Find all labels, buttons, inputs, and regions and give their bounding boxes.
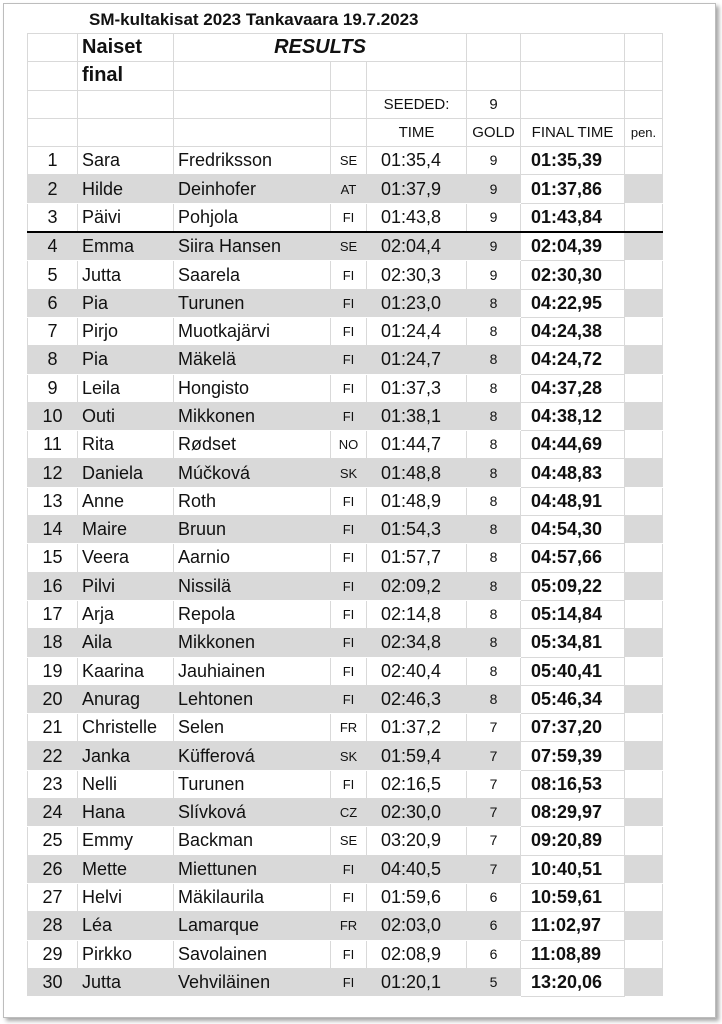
gold-cell: 8	[467, 685, 521, 713]
table-row	[28, 459, 663, 487]
table-row	[28, 544, 663, 572]
table-row	[28, 742, 663, 770]
final-time-cell: 04:24,72	[521, 346, 625, 374]
final-time-cell: 04:38,12	[521, 402, 625, 430]
table-row	[28, 261, 663, 289]
pen-cell	[625, 883, 663, 911]
position-cell: 14	[28, 516, 78, 544]
table-row	[28, 516, 663, 544]
time-cell: 01:44,7	[367, 431, 467, 459]
final-time-cell: 04:48,83	[521, 459, 625, 487]
country-cell: FI	[331, 657, 367, 685]
country-cell: FI	[331, 685, 367, 713]
last-name-cell: Nissilä	[174, 572, 331, 600]
table-row	[28, 346, 663, 374]
position-cell: 2	[28, 175, 78, 203]
last-name-cell: Miettunen	[174, 855, 331, 883]
final-time-cell: 05:34,81	[521, 629, 625, 657]
pen-cell	[625, 487, 663, 515]
position-cell: 7	[28, 317, 78, 345]
sheet-title: SM-kultakisat 2023 Tankavaara 19.7.2023	[89, 10, 419, 29]
last-name-cell: Deinhofer	[174, 175, 331, 203]
time-cell: 01:48,8	[367, 459, 467, 487]
position-cell: 20	[28, 685, 78, 713]
header-row-3	[28, 90, 663, 118]
table-row	[28, 487, 663, 515]
position-cell: 6	[28, 289, 78, 317]
first-name-cell: Mette	[78, 855, 174, 883]
time-cell: 03:20,9	[367, 827, 467, 855]
position-cell: 4	[28, 232, 78, 261]
country-cell: FI	[331, 203, 367, 232]
last-name-cell: Lehtonen	[174, 685, 331, 713]
position-cell: 27	[28, 883, 78, 911]
gold-cell: 6	[467, 940, 521, 968]
country-cell: FR	[331, 714, 367, 742]
final-time-cell: 04:57,66	[521, 544, 625, 572]
country-cell: FI	[331, 629, 367, 657]
final-time-cell: 08:29,97	[521, 799, 625, 827]
table-row	[28, 203, 663, 232]
col-final-time-header: FINAL TIME	[521, 118, 625, 146]
last-name-cell: Selen	[174, 714, 331, 742]
gold-cell: 9	[467, 232, 521, 261]
pen-cell	[625, 657, 663, 685]
position-cell: 21	[28, 714, 78, 742]
col-time-header: TIME	[367, 118, 467, 146]
last-name-cell: Aarnio	[174, 544, 331, 572]
table-row	[28, 685, 663, 713]
first-name-cell: Aila	[78, 629, 174, 657]
pen-cell	[625, 261, 663, 289]
last-name-cell: Múčková	[174, 459, 331, 487]
pen-cell	[625, 203, 663, 232]
country-cell: SK	[331, 742, 367, 770]
table-row	[28, 714, 663, 742]
last-name-cell: Rødset	[174, 431, 331, 459]
time-cell: 01:24,7	[367, 346, 467, 374]
pen-cell	[625, 968, 663, 996]
category-line-1: Naiset	[78, 34, 174, 62]
country-cell: FI	[331, 968, 367, 996]
position-cell: 24	[28, 799, 78, 827]
time-cell: 02:40,4	[367, 657, 467, 685]
pen-cell	[625, 855, 663, 883]
table-row	[28, 855, 663, 883]
country-cell: FI	[331, 600, 367, 628]
position-cell: 19	[28, 657, 78, 685]
first-name-cell: Léa	[78, 912, 174, 940]
first-name-cell: Jutta	[78, 261, 174, 289]
gold-cell: 7	[467, 770, 521, 798]
last-name-cell: Roth	[174, 487, 331, 515]
final-time-cell: 04:24,38	[521, 317, 625, 345]
country-cell: FI	[331, 317, 367, 345]
last-name-cell: Slívková	[174, 799, 331, 827]
gold-cell: 6	[467, 912, 521, 940]
category-line-2: final	[78, 62, 174, 90]
time-cell: 02:14,8	[367, 600, 467, 628]
final-time-cell: 10:40,51	[521, 855, 625, 883]
first-name-cell: Hilde	[78, 175, 174, 203]
table-row	[28, 402, 663, 430]
position-cell: 18	[28, 629, 78, 657]
first-name-cell: Nelli	[78, 770, 174, 798]
first-name-cell: Hana	[78, 799, 174, 827]
results-sheet	[3, 3, 716, 1018]
first-name-cell: Pia	[78, 346, 174, 374]
table-row	[28, 232, 663, 261]
country-cell: FI	[331, 883, 367, 911]
first-name-cell: Rita	[78, 431, 174, 459]
last-name-cell: Vehviläinen	[174, 968, 331, 996]
final-time-cell: 05:09,22	[521, 572, 625, 600]
first-name-cell: Pia	[78, 289, 174, 317]
seeded-value: 9	[467, 90, 521, 118]
position-cell: 17	[28, 600, 78, 628]
time-cell: 02:34,8	[367, 629, 467, 657]
gold-cell: 8	[467, 516, 521, 544]
last-name-cell: Lamarque	[174, 912, 331, 940]
country-cell: FI	[331, 770, 367, 798]
gold-cell: 8	[467, 600, 521, 628]
last-name-cell: Saarela	[174, 261, 331, 289]
final-time-cell: 08:16,53	[521, 770, 625, 798]
last-name-cell: Repola	[174, 600, 331, 628]
last-name-cell: Siira Hansen	[174, 232, 331, 261]
last-name-cell: Jauhiainen	[174, 657, 331, 685]
time-cell: 02:09,2	[367, 572, 467, 600]
pen-cell	[625, 459, 663, 487]
final-time-cell: 05:14,84	[521, 600, 625, 628]
first-name-cell: Anurag	[78, 685, 174, 713]
country-cell: FI	[331, 346, 367, 374]
first-name-cell: Emmy	[78, 827, 174, 855]
final-time-cell: 04:48,91	[521, 487, 625, 515]
pen-cell	[625, 431, 663, 459]
table-row	[28, 912, 663, 940]
position-cell: 15	[28, 544, 78, 572]
col-gold-header: GOLD	[467, 118, 521, 146]
final-time-cell: 11:02,97	[521, 912, 625, 940]
table-row	[28, 431, 663, 459]
header-row-1	[28, 34, 663, 62]
table-row	[28, 827, 663, 855]
position-cell: 22	[28, 742, 78, 770]
time-cell: 02:46,3	[367, 685, 467, 713]
gold-cell: 8	[467, 289, 521, 317]
time-cell: 01:59,6	[367, 883, 467, 911]
final-time-cell: 11:08,89	[521, 940, 625, 968]
pen-cell	[625, 317, 663, 345]
final-time-cell: 05:46,34	[521, 685, 625, 713]
gold-cell: 9	[467, 261, 521, 289]
country-cell: FI	[331, 374, 367, 402]
final-time-cell: 01:43,84	[521, 203, 625, 232]
last-name-cell: Mikkonen	[174, 629, 331, 657]
final-time-cell: 07:37,20	[521, 714, 625, 742]
first-name-cell: Anne	[78, 487, 174, 515]
gold-cell: 7	[467, 742, 521, 770]
gold-cell: 6	[467, 883, 521, 911]
last-name-cell: Küfferová	[174, 742, 331, 770]
time-cell: 01:37,3	[367, 374, 467, 402]
position-cell: 8	[28, 346, 78, 374]
pen-cell	[625, 742, 663, 770]
gold-cell: 9	[467, 203, 521, 232]
pen-cell	[625, 714, 663, 742]
pen-cell	[625, 175, 663, 203]
first-name-cell: Jutta	[78, 968, 174, 996]
first-name-cell: Janka	[78, 742, 174, 770]
time-cell: 02:16,5	[367, 770, 467, 798]
gold-cell: 8	[467, 544, 521, 572]
pen-cell	[625, 940, 663, 968]
gold-cell: 8	[467, 629, 521, 657]
first-name-cell: Christelle	[78, 714, 174, 742]
country-cell: SK	[331, 459, 367, 487]
final-time-cell: 01:35,39	[521, 147, 625, 175]
pen-cell	[625, 572, 663, 600]
position-cell: 10	[28, 402, 78, 430]
gold-cell: 7	[467, 799, 521, 827]
first-name-cell: Leila	[78, 374, 174, 402]
country-cell: FI	[331, 487, 367, 515]
time-cell: 02:30,0	[367, 799, 467, 827]
table-row	[28, 968, 663, 996]
pen-cell	[625, 827, 663, 855]
position-cell: 29	[28, 940, 78, 968]
table-row	[28, 799, 663, 827]
country-cell: FI	[331, 544, 367, 572]
final-time-cell: 04:44,69	[521, 431, 625, 459]
time-cell: 01:57,7	[367, 544, 467, 572]
first-name-cell: Sara	[78, 147, 174, 175]
time-cell: 01:48,9	[367, 487, 467, 515]
time-cell: 01:37,2	[367, 714, 467, 742]
position-cell: 3	[28, 203, 78, 232]
first-name-cell: Päivi	[78, 203, 174, 232]
last-name-cell: Turunen	[174, 770, 331, 798]
final-time-cell: 13:20,06	[521, 968, 625, 996]
time-cell: 01:43,8	[367, 203, 467, 232]
position-cell: 26	[28, 855, 78, 883]
time-cell: 02:03,0	[367, 912, 467, 940]
time-cell: 01:59,4	[367, 742, 467, 770]
position-cell: 12	[28, 459, 78, 487]
time-cell: 02:04,4	[367, 232, 467, 261]
table-row	[28, 317, 663, 345]
country-cell: FI	[331, 516, 367, 544]
first-name-cell: Maire	[78, 516, 174, 544]
final-time-cell: 09:20,89	[521, 827, 625, 855]
time-cell: 01:38,1	[367, 402, 467, 430]
gold-cell: 8	[467, 374, 521, 402]
final-time-cell: 01:37,86	[521, 175, 625, 203]
pen-cell	[625, 799, 663, 827]
pen-cell	[625, 516, 663, 544]
time-cell: 01:37,9	[367, 175, 467, 203]
last-name-cell: Bruun	[174, 516, 331, 544]
last-name-cell: Pohjola	[174, 203, 331, 232]
gold-cell: 7	[467, 714, 521, 742]
pen-cell	[625, 232, 663, 261]
table-row	[28, 770, 663, 798]
time-cell: 01:35,4	[367, 147, 467, 175]
pen-cell	[625, 629, 663, 657]
final-time-cell: 05:40,41	[521, 657, 625, 685]
country-cell: FI	[331, 402, 367, 430]
seeded-label: SEEDED:	[367, 90, 467, 118]
gold-cell: 8	[467, 346, 521, 374]
position-cell: 5	[28, 261, 78, 289]
position-cell: 11	[28, 431, 78, 459]
gold-cell: 8	[467, 572, 521, 600]
results-body	[28, 34, 663, 997]
position-cell: 30	[28, 968, 78, 996]
country-cell: AT	[331, 175, 367, 203]
last-name-cell: Muotkajärvi	[174, 317, 331, 345]
position-cell: 13	[28, 487, 78, 515]
header-row-4	[28, 118, 663, 146]
table-row	[28, 940, 663, 968]
pen-cell	[625, 600, 663, 628]
table-row	[28, 600, 663, 628]
time-cell: 02:30,3	[367, 261, 467, 289]
results-label: RESULTS	[174, 34, 467, 62]
last-name-cell: Backman	[174, 827, 331, 855]
pen-cell	[625, 402, 663, 430]
country-cell: SE	[331, 232, 367, 261]
gold-cell: 8	[467, 431, 521, 459]
pen-cell	[625, 147, 663, 175]
country-cell: FI	[331, 572, 367, 600]
first-name-cell: Daniela	[78, 459, 174, 487]
gold-cell: 9	[467, 175, 521, 203]
table-row	[28, 572, 663, 600]
gold-cell: 8	[467, 657, 521, 685]
time-cell: 02:08,9	[367, 940, 467, 968]
last-name-cell: Turunen	[174, 289, 331, 317]
country-cell: SE	[331, 827, 367, 855]
pen-cell	[625, 374, 663, 402]
country-cell: FI	[331, 940, 367, 968]
country-cell: FI	[331, 855, 367, 883]
first-name-cell: Emma	[78, 232, 174, 261]
position-cell: 9	[28, 374, 78, 402]
header-row-2	[28, 62, 663, 90]
position-cell: 16	[28, 572, 78, 600]
country-cell: NO	[331, 431, 367, 459]
col-pen-header: pen.	[625, 118, 663, 146]
first-name-cell: Outi	[78, 402, 174, 430]
gold-cell: 7	[467, 855, 521, 883]
pen-cell	[625, 346, 663, 374]
gold-cell: 8	[467, 459, 521, 487]
position-cell: 23	[28, 770, 78, 798]
country-cell: CZ	[331, 799, 367, 827]
gold-cell: 8	[467, 487, 521, 515]
pen-cell	[625, 289, 663, 317]
final-time-cell: 02:30,30	[521, 261, 625, 289]
table-row	[28, 883, 663, 911]
country-cell: FR	[331, 912, 367, 940]
pen-cell	[625, 544, 663, 572]
time-cell: 01:24,4	[367, 317, 467, 345]
first-name-cell: Arja	[78, 600, 174, 628]
table-row	[28, 374, 663, 402]
table-row	[28, 175, 663, 203]
first-name-cell: Kaarina	[78, 657, 174, 685]
first-name-cell: Pirkko	[78, 940, 174, 968]
final-time-cell: 07:59,39	[521, 742, 625, 770]
results-table	[27, 33, 663, 997]
gold-cell: 8	[467, 402, 521, 430]
final-time-cell: 04:22,95	[521, 289, 625, 317]
time-cell: 01:20,1	[367, 968, 467, 996]
last-name-cell: Mikkonen	[174, 402, 331, 430]
gold-cell: 5	[467, 968, 521, 996]
last-name-cell: Mäkelä	[174, 346, 331, 374]
last-name-cell: Mäkilaurila	[174, 883, 331, 911]
time-cell: 04:40,5	[367, 855, 467, 883]
final-time-cell: 04:37,28	[521, 374, 625, 402]
country-cell: SE	[331, 147, 367, 175]
first-name-cell: Helvi	[78, 883, 174, 911]
final-time-cell: 10:59,61	[521, 883, 625, 911]
position-cell: 25	[28, 827, 78, 855]
pen-cell	[625, 685, 663, 713]
country-cell: FI	[331, 289, 367, 317]
table-row	[28, 629, 663, 657]
last-name-cell: Savolainen	[174, 940, 331, 968]
pen-cell	[625, 912, 663, 940]
pen-cell	[625, 770, 663, 798]
first-name-cell: Pirjo	[78, 317, 174, 345]
time-cell: 01:54,3	[367, 516, 467, 544]
position-cell: 1	[28, 147, 78, 175]
final-time-cell: 02:04,39	[521, 232, 625, 261]
country-cell: FI	[331, 261, 367, 289]
gold-cell: 9	[467, 147, 521, 175]
first-name-cell: Pilvi	[78, 572, 174, 600]
gold-cell: 8	[467, 317, 521, 345]
last-name-cell: Hongisto	[174, 374, 331, 402]
last-name-cell: Fredriksson	[174, 147, 331, 175]
time-cell: 01:23,0	[367, 289, 467, 317]
gold-cell: 7	[467, 827, 521, 855]
table-row	[28, 289, 663, 317]
table-row	[28, 147, 663, 175]
position-cell: 28	[28, 912, 78, 940]
table-row	[28, 657, 663, 685]
first-name-cell: Veera	[78, 544, 174, 572]
final-time-cell: 04:54,30	[521, 516, 625, 544]
